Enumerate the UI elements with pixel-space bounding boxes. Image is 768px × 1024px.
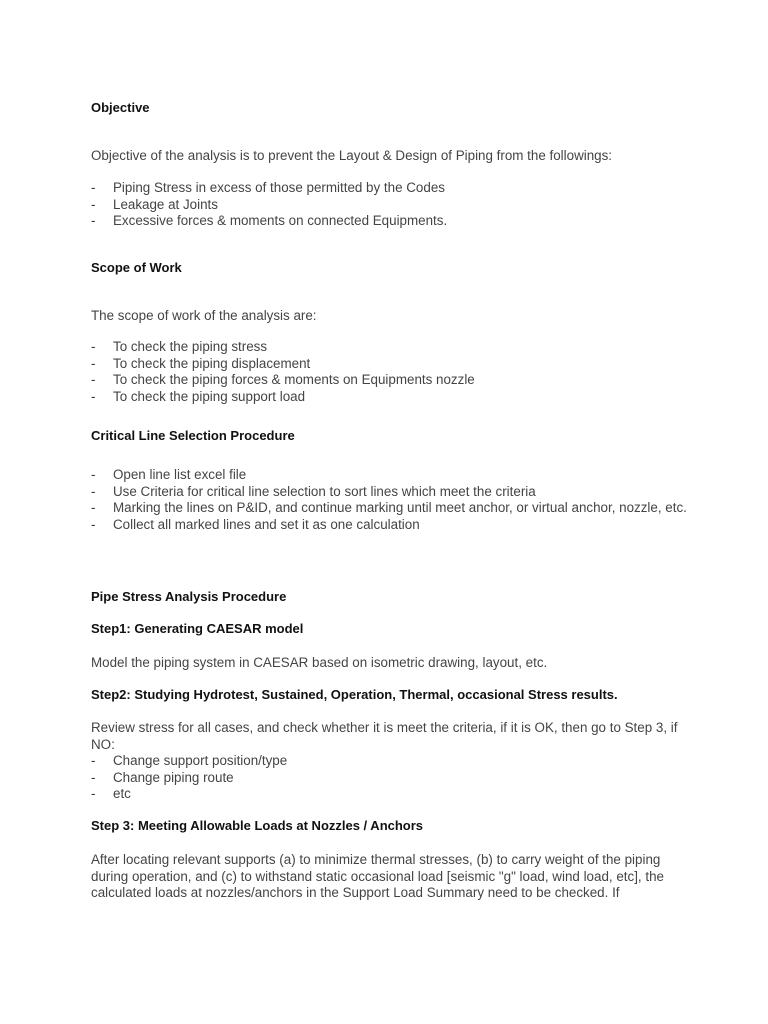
list-item: - Leakage at Joints [91, 196, 218, 212]
step2-text: Review stress for all cases, and check whether it is meet the criteria, if it is OK, then go to Step 3, if NO: [91, 720, 678, 752]
list-item: - Change piping route [91, 769, 234, 785]
list-item: - Collect all marked lines and set it as one calculation [91, 516, 420, 532]
step1-heading: Step1: Generating CAESAR model [91, 621, 304, 636]
list-item: - To check the piping displacement [91, 355, 311, 371]
list-item: - To check the piping support load [91, 388, 306, 404]
objective-list [91, 180, 691, 230]
list-item: - Marking the lines on P&ID, and continue marking until meet anchor, or virtual anchor, nozzle, etc. [91, 500, 687, 515]
scope-intro: The scope of work of the analysis are: [91, 308, 317, 323]
list-item: - To check the piping forces & moments on Equipments nozzle [91, 372, 475, 387]
list-item: - To check the piping stress [91, 339, 268, 354]
list-item: - Use Criteria for critical line selection to sort lines which meet the criteria [91, 483, 536, 499]
list-item: - Excessive forces & moments on connected Equipments. [91, 213, 448, 228]
list-item: - Piping Stress in excess of those permitted by the Codes [91, 180, 445, 195]
critical-heading: Critical Line Selection Procedure [91, 428, 295, 443]
step2-heading: Step2: Studying Hydrotest, Sustained, Operation, Thermal, occasional Stress results. [91, 687, 618, 702]
objective-heading: Objective [91, 100, 150, 115]
list-item: - Change support position/type [91, 753, 288, 768]
critical-list [91, 467, 691, 533]
scope-list [91, 339, 691, 405]
list-item: - Open line list excel file [91, 467, 247, 482]
step1-text: Model the piping system in CAESAR based on isometric drawing, layout, etc. [91, 655, 548, 670]
step3-heading: Step 3: Meeting Allowable Loads at Nozzles / Anchors [91, 818, 424, 833]
step3-text: After locating relevant supports (a) to minimize thermal stresses, (b) to carry weight of the piping during operation, and (c) to withstand static occasional load [seismic "g" load, wind load, etc], the calculated loads at nozzles/anchors in the Support Load Summary need to be checked. If [91, 852, 664, 900]
scope-heading: Scope of Work [91, 260, 182, 275]
objective-intro: Objective of the analysis is to prevent the Layout & Design of Piping from the followings: [91, 148, 613, 163]
list-item: - etc [91, 786, 131, 801]
procedure-heading: Pipe Stress Analysis Procedure [91, 589, 287, 604]
step2-list [91, 753, 691, 803]
